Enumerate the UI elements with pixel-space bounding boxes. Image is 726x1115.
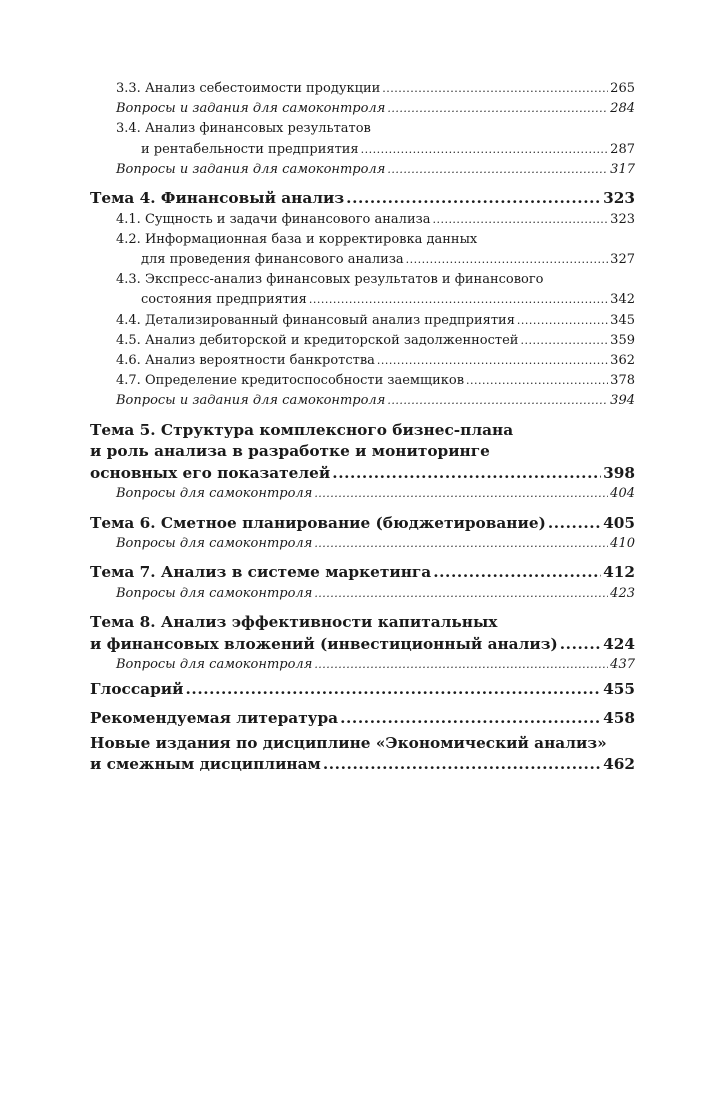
entry-title: Вопросы и задания для самоконтроля [116,101,386,117]
entry-title: 3.3. Анализ себестоимости продукции [116,81,381,96]
topic-title-line: Тема 8. Анализ эффективности капитальных [90,613,498,632]
page-number: 398 [603,463,635,482]
entry-title: 4.6. Анализ вероятности банкротства [116,353,375,369]
dot-leader [314,484,608,504]
dot-leader [387,99,608,119]
toc-topic[interactable] [90,612,635,655]
page-number: 462 [603,755,635,774]
page-number: 287 [610,141,635,157]
entry-title: 4.4. Детализированный финансовый анализ предприятия [116,312,515,328]
entry-title: 4.7. Определение кредитоспособности заемщиков [116,373,465,389]
page-number: 327 [610,252,635,268]
topic-title: Тема 7. Анализ в системе маркетинга [90,563,432,582]
toc-entry-questions[interactable] [90,484,635,504]
page-number: 345 [610,312,635,328]
page-number: 412 [603,563,635,582]
topic-title: Тема 4. Финансовый анализ [90,189,345,208]
topic-title: и смежным дисциплинам [90,755,321,774]
table-of-contents [90,79,635,776]
toc-entry[interactable] [90,210,635,230]
toc-entry[interactable] [90,351,635,371]
topic-title-line: Тема 5. Структура комплексного бизнес-плана [90,420,514,439]
page-number: 423 [610,586,635,602]
page-number: 323 [610,211,635,227]
entry-title: для проведения финансового анализа [141,252,404,268]
page-number: 404 [610,486,635,502]
toc-topic[interactable] [90,562,635,584]
entry-title: Вопросы для самоконтроля [116,486,313,502]
dot-leader [346,188,601,210]
entry-title-line: 4.3. Экспресс-анализ финансовых результатов и финансового [116,272,544,288]
dot-leader [520,331,608,351]
toc-entry-questions[interactable] [90,160,635,180]
topic-title: Глоссарий [90,679,184,698]
toc-entry-questions[interactable] [90,655,635,675]
dot-leader [387,391,608,411]
page-number: 359 [610,332,635,348]
toc-entry[interactable] [90,270,635,310]
dot-leader [332,463,601,485]
toc-entry[interactable] [90,119,635,159]
page-number: 323 [603,189,635,208]
toc-entry[interactable] [90,371,635,391]
toc-topic[interactable] [90,188,635,210]
entry-title: Вопросы для самоконтроля [116,586,313,602]
toc-topic[interactable] [90,420,635,485]
topic-title-line: Новые издания по дисциплине «Экономический анализ» [90,733,607,752]
dot-leader [309,290,608,310]
entry-title: 4.5. Анализ дебиторской и кредиторской задолженностей [116,332,519,348]
page-number: 405 [603,513,635,532]
toc-entry-questions[interactable] [90,391,635,411]
entry-title: Вопросы для самоконтроля [116,536,313,552]
dot-leader [560,634,601,656]
page-number: 410 [610,536,635,552]
dot-leader [185,679,601,701]
entry-title: Вопросы для самоконтроля [116,657,313,673]
entry-title: Вопросы и задания для самоконтроля [116,161,386,177]
topic-title: основных его показателей [90,463,331,482]
toc-entry-questions[interactable] [90,534,635,554]
entry-title: состояния предприятия [141,292,307,308]
page-number: 455 [603,679,635,698]
dot-leader [340,708,601,730]
toc-topic[interactable] [90,708,635,730]
dot-leader [314,655,608,675]
dot-leader [466,371,608,391]
toc-topic[interactable] [90,733,635,776]
page-number: 458 [603,709,635,728]
entry-title-line: 4.2. Информационная база и корректировка данных [116,231,478,247]
toc-entry-questions[interactable] [90,99,635,119]
dot-leader [548,513,601,535]
page-number: 394 [610,393,635,409]
toc-topic[interactable] [90,513,635,535]
dot-leader [387,160,608,180]
page-number: 317 [610,161,635,177]
toc-topic[interactable] [90,679,635,701]
topic-title: Тема 6. Сметное планирование (бюджетирование) [90,513,546,532]
page-number: 342 [610,292,635,308]
dot-leader [406,250,609,270]
entry-title-line: 3.4. Анализ финансовых результатов [116,121,371,137]
toc-entry[interactable] [90,331,635,351]
toc-entry[interactable] [90,79,635,99]
topic-title: и финансовых вложений (инвестиционный анализ) [90,634,558,653]
page-number: 437 [610,657,635,673]
dot-leader [382,79,608,99]
page-number: 378 [610,373,635,389]
page-number: 362 [610,353,635,369]
toc-entry-questions[interactable] [90,584,635,604]
dot-leader [517,311,608,331]
dot-leader [432,210,608,230]
toc-entry[interactable] [90,311,635,331]
entry-title: 4.1. Сущность и задачи финансового анализа [116,211,431,227]
topic-title: Рекомендуемая литература [90,709,339,728]
entry-title: и рентабельности предприятия [141,141,359,157]
topic-title-line: и роль анализа в разработке и мониторинге [90,442,490,461]
dot-leader [314,584,608,604]
page-number: 424 [603,634,635,653]
dot-leader [323,754,601,776]
page-number: 265 [610,81,635,96]
toc-entry[interactable] [90,230,635,270]
entry-title: Вопросы и задания для самоконтроля [116,393,386,409]
dot-leader [361,140,609,160]
dot-leader [433,562,601,584]
dot-leader [377,351,608,371]
dot-leader [314,534,608,554]
page-number: 284 [610,101,635,117]
